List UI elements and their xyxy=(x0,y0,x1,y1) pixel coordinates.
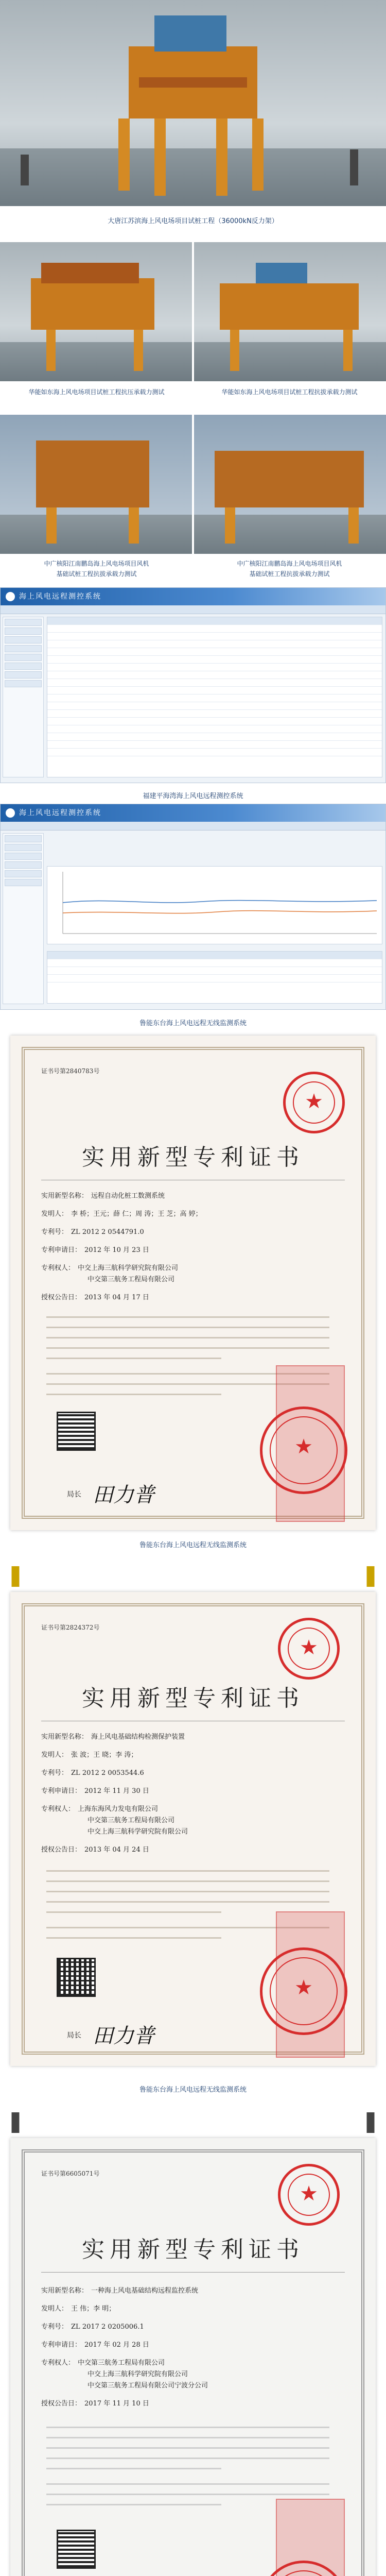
director-signature: 田力普 xyxy=(93,1483,154,1507)
cert2-caption: 鲁能东台海上风电远程无线监测系统 xyxy=(139,2086,247,2094)
filing-date: 专利申请日： 2012 年 10 月 23 日 xyxy=(41,1246,149,1254)
filing-date: 专利申请日： 2012 年 11 月 30 日 xyxy=(41,1787,149,1795)
sidebar-item[interactable] xyxy=(5,835,42,842)
software-header xyxy=(1,588,385,605)
table-header xyxy=(47,617,382,625)
sidebar-item[interactable] xyxy=(5,680,42,687)
table-row[interactable] xyxy=(47,959,382,967)
photo1-caption: 大唐江苏滨海上风电场项目试桩工程（36000kN反力架） xyxy=(108,217,278,225)
director-signature: 田力普 xyxy=(93,2024,154,2048)
patentee-3: 中交上海三航科学研究院有限公司 xyxy=(87,1828,188,1836)
table-row[interactable] xyxy=(47,749,382,756)
utility-model-name: 实用新型名称： 海上风电基础结构检测保护装置 xyxy=(41,1733,185,1741)
table-row[interactable] xyxy=(47,633,382,640)
photo-yangjiang-right xyxy=(194,415,386,554)
patentee-2: 中交第三航务工程局有限公司 xyxy=(87,1276,175,1283)
certificate-number: 证书号第2824372号 xyxy=(41,1624,100,1631)
data-table xyxy=(47,951,382,1004)
software2-caption: 鲁能东台海上风电远程无线监测系统 xyxy=(139,1020,247,1027)
photo3-left-caption-2: 基础试桩工程抗拔承载力测试 xyxy=(56,570,137,578)
patent-certificate-2 xyxy=(10,1592,376,2066)
patentee-2: 中交上海三航科学研究院有限公司 xyxy=(87,2370,188,2378)
certificate-number: 证书号第2840783号 xyxy=(41,1067,100,1075)
director-label: 局长 xyxy=(67,1490,81,1499)
software-sidebar xyxy=(3,833,44,1004)
certificate-edge xyxy=(0,2112,386,2133)
software-sidebar xyxy=(3,617,44,777)
table-row[interactable] xyxy=(47,967,382,975)
seal-icon: ★ xyxy=(278,1618,340,1680)
certificate-title: 实用新型专利证书 xyxy=(82,2236,304,2263)
table-header xyxy=(47,952,382,959)
software-title: 海上风电远程测控系统 xyxy=(19,592,101,601)
table-row[interactable] xyxy=(47,718,382,725)
sidebar-item[interactable] xyxy=(5,645,42,652)
table-row[interactable] xyxy=(47,679,382,687)
sidebar-item[interactable] xyxy=(5,861,42,869)
software-nav xyxy=(1,822,385,831)
grant-date: 授权公告日： 2017 年 11 月 10 日 xyxy=(41,2400,149,2408)
patent-certificate-1 xyxy=(10,1036,376,1530)
table-row[interactable] xyxy=(47,725,382,733)
inventor: 发明人： 张 波；王 晓；李 涛； xyxy=(41,1751,138,1759)
table-row[interactable] xyxy=(47,975,382,982)
certificate-number: 证书号第6605071号 xyxy=(41,2170,100,2177)
patentee-3: 中交第三航务工程局有限公司宁波分公司 xyxy=(87,2382,208,2389)
inventor: 发明人： 王 伟；李 明； xyxy=(41,2305,116,2313)
table-row[interactable] xyxy=(47,733,382,741)
grant-date: 授权公告日： 2013 年 04 月 24 日 xyxy=(41,1846,149,1854)
software-header xyxy=(1,804,385,822)
table-row[interactable] xyxy=(47,702,382,710)
sidebar-item[interactable] xyxy=(5,654,42,661)
software1-caption: 福建平海湾海上风电远程测控系统 xyxy=(143,792,243,800)
utility-model-name: 实用新型名称： 远程自动化桩工数测系统 xyxy=(41,1192,165,1200)
logo-icon xyxy=(6,808,15,818)
monitoring-chart xyxy=(47,866,382,944)
logo-icon xyxy=(6,592,15,601)
table-row[interactable] xyxy=(47,640,382,648)
software-screenshot-table xyxy=(0,587,386,783)
photo3-right-caption-2: 基础试桩工程抗拔承载力测试 xyxy=(249,570,330,578)
software-nav xyxy=(1,605,385,614)
photo-compression-test xyxy=(0,242,192,381)
photo-yangjiang-left xyxy=(0,415,192,554)
table-row[interactable] xyxy=(47,694,382,702)
patentee-2: 中交第三航务工程局有限公司 xyxy=(87,1817,175,1824)
table-row[interactable] xyxy=(47,710,382,718)
table-row[interactable] xyxy=(47,671,382,679)
photo3-left-caption-1: 中广核阳江南鹏岛海上风电场项目风机 xyxy=(44,560,149,567)
sidebar-item[interactable] xyxy=(5,879,42,886)
photo2-left-caption: 华能如东海上风电场项目试桩工程抗压承载力测试 xyxy=(28,388,165,396)
photo3-right-caption-1: 中广核阳江南鹏岛海上风电场项目风机 xyxy=(237,560,342,567)
seal-icon: ★ xyxy=(278,2164,340,2226)
filing-date: 专利申请日： 2017 年 02 月 28 日 xyxy=(41,2341,149,2349)
sidebar-item[interactable] xyxy=(5,671,42,679)
table-row[interactable] xyxy=(47,625,382,633)
sidebar-item[interactable] xyxy=(5,663,42,670)
photo2-right-caption: 华能如东海上风电场项目试桩工程抗拔承载力测试 xyxy=(221,388,358,396)
seal-icon: ★ xyxy=(283,1072,345,1133)
grant-date: 授权公告日： 2013 年 04 月 17 日 xyxy=(41,1294,149,1301)
cert1-caption: 鲁能东台海上风电远程无线监测系统 xyxy=(139,1541,247,1549)
software-title: 海上风电远程测控系统 xyxy=(19,809,101,817)
table-row[interactable] xyxy=(47,741,382,749)
photo-test-pile-36000kn xyxy=(0,0,386,206)
sidebar-item[interactable] xyxy=(5,619,42,626)
table-row[interactable] xyxy=(47,656,382,664)
patent-number: 专利号： ZL 2012 2 0053544.6 xyxy=(41,1769,144,1777)
sidebar-item[interactable] xyxy=(5,844,42,851)
sidebar-item[interactable] xyxy=(5,636,42,643)
patent-number: 专利号： ZL 2017 2 0205006.1 xyxy=(41,2323,144,2331)
qr-code xyxy=(57,2530,96,2569)
software-screenshot-chart xyxy=(0,804,386,1010)
patent-certificate-3 xyxy=(10,2138,376,2576)
patentee: 专利权人： 中交上海三航科学研究院有限公司 xyxy=(41,1264,179,1272)
certificate-title: 实用新型专利证书 xyxy=(82,1144,304,1171)
qr-code xyxy=(57,1412,96,1451)
monitoring-chart-svg xyxy=(47,867,382,944)
national-emblem-icon: ★ xyxy=(260,1406,347,1494)
series-line xyxy=(63,901,377,903)
patent-number: 专利号： ZL 2012 2 0544791.0 xyxy=(41,1228,144,1236)
qr-code xyxy=(57,1958,96,1997)
photo-uplift-test xyxy=(194,242,386,381)
director-label: 局长 xyxy=(67,2031,81,2040)
sidebar-item[interactable] xyxy=(5,853,42,860)
patentee: 专利权人： 中交第三航务工程局有限公司 xyxy=(41,2359,165,2367)
certificate-title: 实用新型专利证书 xyxy=(82,1685,304,1711)
national-emblem-icon: ★ xyxy=(260,1947,347,2035)
table-row[interactable] xyxy=(47,664,382,671)
table-row[interactable] xyxy=(47,687,382,694)
patentee: 专利权人： 上海东海风力发电有限公司 xyxy=(41,1805,159,1813)
inventor: 发明人： 李 桥；王元；薛 仁；周 涛；王 芝；高 婷； xyxy=(41,1210,202,1218)
certificate-edge xyxy=(0,1566,386,1587)
series-line xyxy=(63,911,377,913)
sidebar-item[interactable] xyxy=(5,628,42,635)
table-row[interactable] xyxy=(47,648,382,656)
data-table xyxy=(47,617,382,777)
sidebar-item[interactable] xyxy=(5,870,42,877)
utility-model-name: 实用新型名称： 一种海上风电基础结构远程监控系统 xyxy=(41,2287,199,2295)
